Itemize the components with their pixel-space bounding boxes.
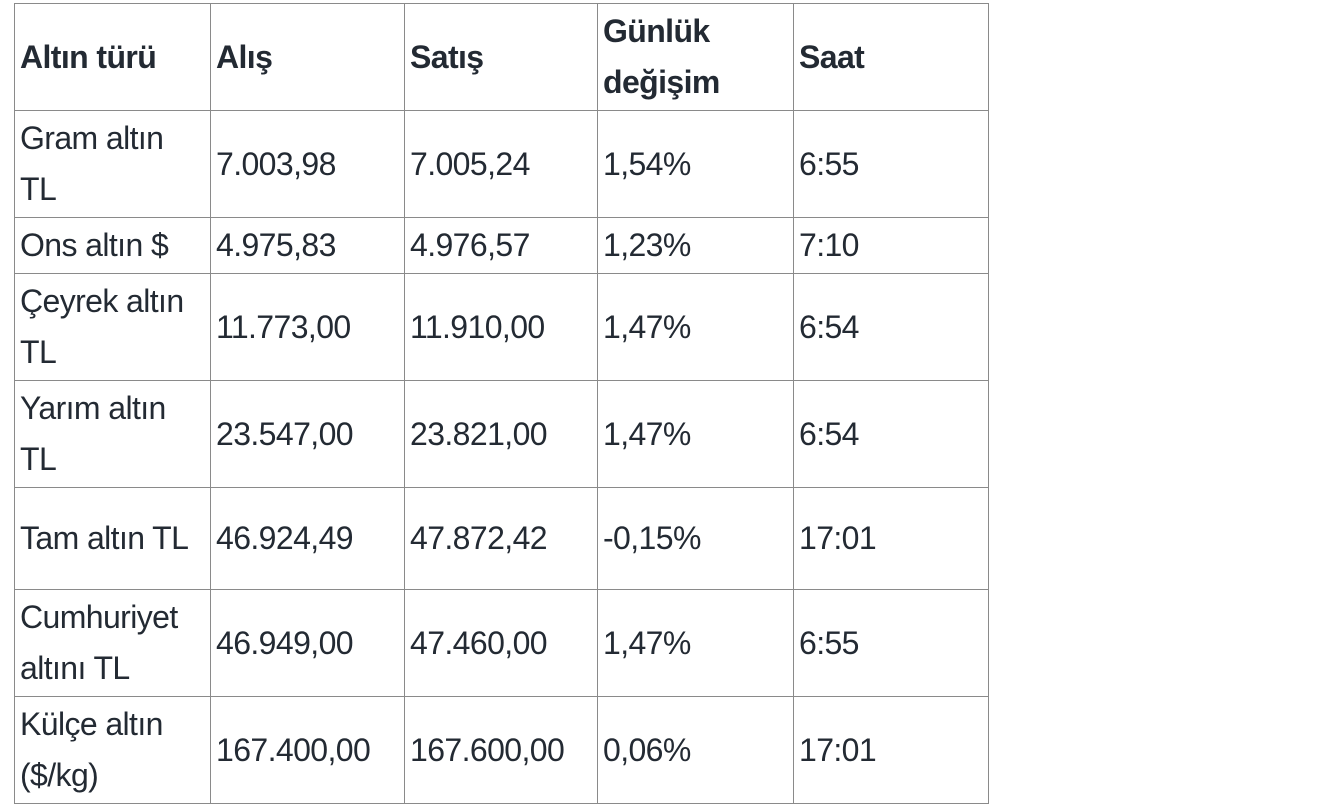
- table-row-ceyrek-altin: [15, 274, 989, 381]
- cell-type: Gram altın TL: [15, 111, 211, 218]
- column-header-sell: Satış: [405, 4, 598, 111]
- cell-change: 1,23%: [598, 218, 794, 274]
- cell-change: 1,47%: [598, 381, 794, 488]
- cell-type: Çeyrek altın TL: [15, 274, 211, 381]
- cell-buy: 4.975,83: [211, 218, 405, 274]
- cell-sell: 47.872,42: [405, 488, 598, 590]
- cell-buy: 11.773,00: [211, 274, 405, 381]
- cell-change: 1,47%: [598, 590, 794, 697]
- table-row-cumhuriyet-altini: [15, 590, 989, 697]
- cell-time: 6:54: [794, 381, 989, 488]
- cell-time: 17:01: [794, 697, 989, 804]
- cell-sell: 47.460,00: [405, 590, 598, 697]
- cell-type: Ons altın $: [15, 218, 211, 274]
- table-row-gram-altin: [15, 111, 989, 218]
- table-row-tam-altin: [15, 488, 989, 590]
- cell-change: 1,47%: [598, 274, 794, 381]
- cell-sell: 11.910,00: [405, 274, 598, 381]
- cell-time: 17:01: [794, 488, 989, 590]
- cell-time: 6:55: [794, 590, 989, 697]
- cell-type: Yarım altın TL: [15, 381, 211, 488]
- table-row-yarim-altin: [15, 381, 989, 488]
- cell-buy: 46.949,00: [211, 590, 405, 697]
- header-row: [15, 4, 989, 111]
- cell-time: 7:10: [794, 218, 989, 274]
- cell-sell: 23.821,00: [405, 381, 598, 488]
- cell-time: 6:54: [794, 274, 989, 381]
- cell-type: Tam altın TL: [15, 488, 211, 590]
- cell-change: -0,15%: [598, 488, 794, 590]
- cell-type: Cumhuriyet altını TL: [15, 590, 211, 697]
- cell-buy: 167.400,00: [211, 697, 405, 804]
- cell-change: 0,06%: [598, 697, 794, 804]
- cell-type: Külçe altın ($/kg): [15, 697, 211, 804]
- column-header-buy: Alış: [211, 4, 405, 111]
- gold-prices-table: [14, 3, 989, 804]
- cell-time: 6:55: [794, 111, 989, 218]
- cell-buy: 23.547,00: [211, 381, 405, 488]
- cell-buy: 7.003,98: [211, 111, 405, 218]
- table-row-ons-altin: [15, 218, 989, 274]
- cell-sell: 167.600,00: [405, 697, 598, 804]
- cell-sell: 7.005,24: [405, 111, 598, 218]
- cell-change: 1,54%: [598, 111, 794, 218]
- table-row-kulce-altin: [15, 697, 989, 804]
- column-header-type: Altın türü: [15, 4, 211, 111]
- cell-sell: 4.976,57: [405, 218, 598, 274]
- cell-buy: 46.924,49: [211, 488, 405, 590]
- column-header-change: Günlük değişim: [598, 4, 794, 111]
- column-header-time: Saat: [794, 4, 989, 111]
